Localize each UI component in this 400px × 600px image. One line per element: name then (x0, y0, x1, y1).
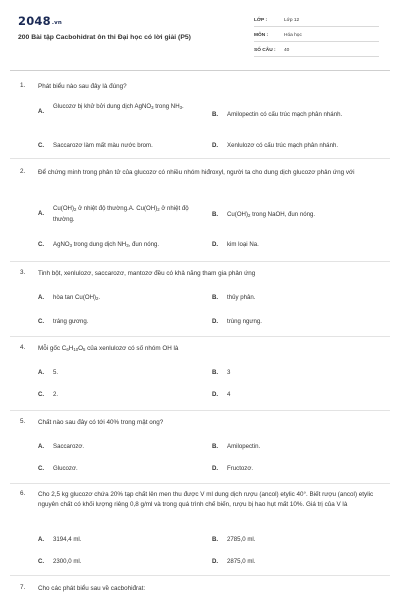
option-text: tráng gương. (53, 318, 89, 325)
meta-class (254, 14, 379, 27)
question-separator (10, 261, 390, 262)
question-text: Chất nào sau đây có tới 40% trong mật ong? (38, 419, 164, 426)
meta-count-value: 40 (284, 48, 290, 53)
option-label: B. (212, 211, 219, 218)
option-text: 5. (53, 369, 59, 376)
option-text: 2300,0 ml. (53, 558, 82, 565)
option-text: Glucozơ bị khử bởi dung dịch AgNO$_3$ trong $NH_3$. (53, 103, 184, 110)
option-label: D. (212, 391, 219, 398)
question-text: Cho các phát biểu sau về cacbohiđrat: (38, 585, 146, 592)
option-label: C. (38, 465, 45, 472)
meta-subject (254, 29, 379, 42)
question-text: Cho 2,5 kg glucozơ chứa 20% tạp chất lên men thu được V ml dung dịch rượu (ancol) etylic 40°. Biết rượu (ancol) etylic nguyên chất có khối lượng riêng 0,8 g/ml và trong quá trình chế biến, rượu bị hao hụt mất 10%. Giá trị của V là (38, 491, 374, 508)
option-text: 3 (227, 369, 231, 376)
option-text: trùng ngưng. (227, 318, 262, 325)
option-label: B. (212, 111, 219, 118)
question-separator (10, 410, 390, 411)
question-separator (10, 575, 390, 576)
option-label: C. (38, 241, 45, 248)
option-text: Amilopectin có cấu trúc mạch phân nhánh. (227, 111, 343, 118)
option-label: D. (212, 241, 219, 248)
question-number: 6. (20, 490, 26, 497)
question-number: 5. (20, 418, 26, 425)
option-text: $Cu(OH)_2$ ở nhiệt độ thường.A. $Cu(OH)_2$ ở nhiệt độ thường. (53, 205, 189, 223)
option-label: A. (38, 210, 45, 217)
option-text: thủy phân. (227, 294, 256, 301)
site-logo[interactable]: 2048.vn (18, 14, 63, 28)
option-label: C. (38, 318, 45, 325)
question-number: 7. (20, 584, 26, 591)
question-text: Phát biểu nào sau đây là đúng? (38, 83, 127, 90)
question-separator (10, 158, 390, 159)
option-text: AgNO$_3$ trong dung dịch $NH_3$, đun nóng. (53, 241, 160, 248)
question-text: Để chứng minh trong phân tử của glucozơ có nhiều nhóm hiđroxyl, người ta cho dung dịch glucozơ phản ứng với (38, 169, 355, 176)
question-text: Mỗi gốc $C_6H_{10}O_5$ của xenlulozơ có số nhóm OH là (38, 345, 179, 352)
option-text: Amilopectin. (227, 443, 261, 450)
question-number: 3. (20, 269, 26, 276)
question-text: Tinh bột, xenlulozơ, saccarozơ, mantozơ đều có khả năng tham gia phản ứng (38, 270, 256, 277)
option-text: $Cu(OH)_2$ trong NaOH, đun nóng. (227, 211, 316, 218)
option-label: C. (38, 558, 45, 565)
question-separator (10, 336, 390, 337)
option-text: hòa $\tan Cu(OH)_2$. (53, 294, 101, 301)
option-label: C. (38, 391, 45, 398)
question-separator (10, 483, 390, 484)
option-text: Saccarozơ làm mất màu nước brom. (53, 142, 153, 149)
option-label: B. (212, 294, 219, 301)
document-title: 200 Bài tập Cacbohidrat ôn thi Đại học có lời giải (P5) (18, 34, 191, 41)
meta-subject-value: Hóa học (284, 33, 302, 38)
option-label: B. (212, 443, 219, 450)
option-label: A. (38, 108, 45, 115)
option-text: 2. (53, 391, 59, 398)
option-label: B. (212, 369, 219, 376)
meta-subject-key: MÔN : (254, 33, 269, 38)
meta-class-key: LỚP : (254, 18, 268, 23)
option-label: D. (212, 558, 219, 565)
question-number: 2. (20, 168, 26, 175)
option-text: 3194,4 ml. (53, 536, 82, 543)
option-label: D. (212, 465, 219, 472)
option-label: A. (38, 369, 45, 376)
option-label: B. (212, 536, 219, 543)
document-header (0, 0, 400, 70)
option-text: 2875,0 ml. (227, 558, 256, 565)
option-text: Saccarozơ. (53, 443, 85, 450)
option-text: Glucozơ. (53, 465, 78, 472)
option-label: C. (38, 142, 45, 149)
header-divider (10, 70, 390, 71)
meta-question-count (254, 44, 379, 57)
option-text: 4 (227, 391, 231, 398)
question-number: 4. (20, 344, 26, 351)
option-label: A. (38, 443, 45, 450)
option-text: kim loại Na. (227, 241, 259, 248)
option-text: 2785,0 ml. (227, 536, 256, 543)
option-label: D. (212, 318, 219, 325)
option-label: D. (212, 142, 219, 149)
question-number: 1. (20, 82, 26, 89)
option-label: A. (38, 536, 45, 543)
meta-class-value: Lớp 12 (284, 18, 300, 23)
option-text: Xenlulozơ có cấu trúc mạch phân nhánh. (227, 142, 339, 149)
meta-count-key: SỐ CÂU : (254, 48, 276, 53)
option-text: Fructozơ. (227, 465, 254, 472)
option-label: A. (38, 294, 45, 301)
